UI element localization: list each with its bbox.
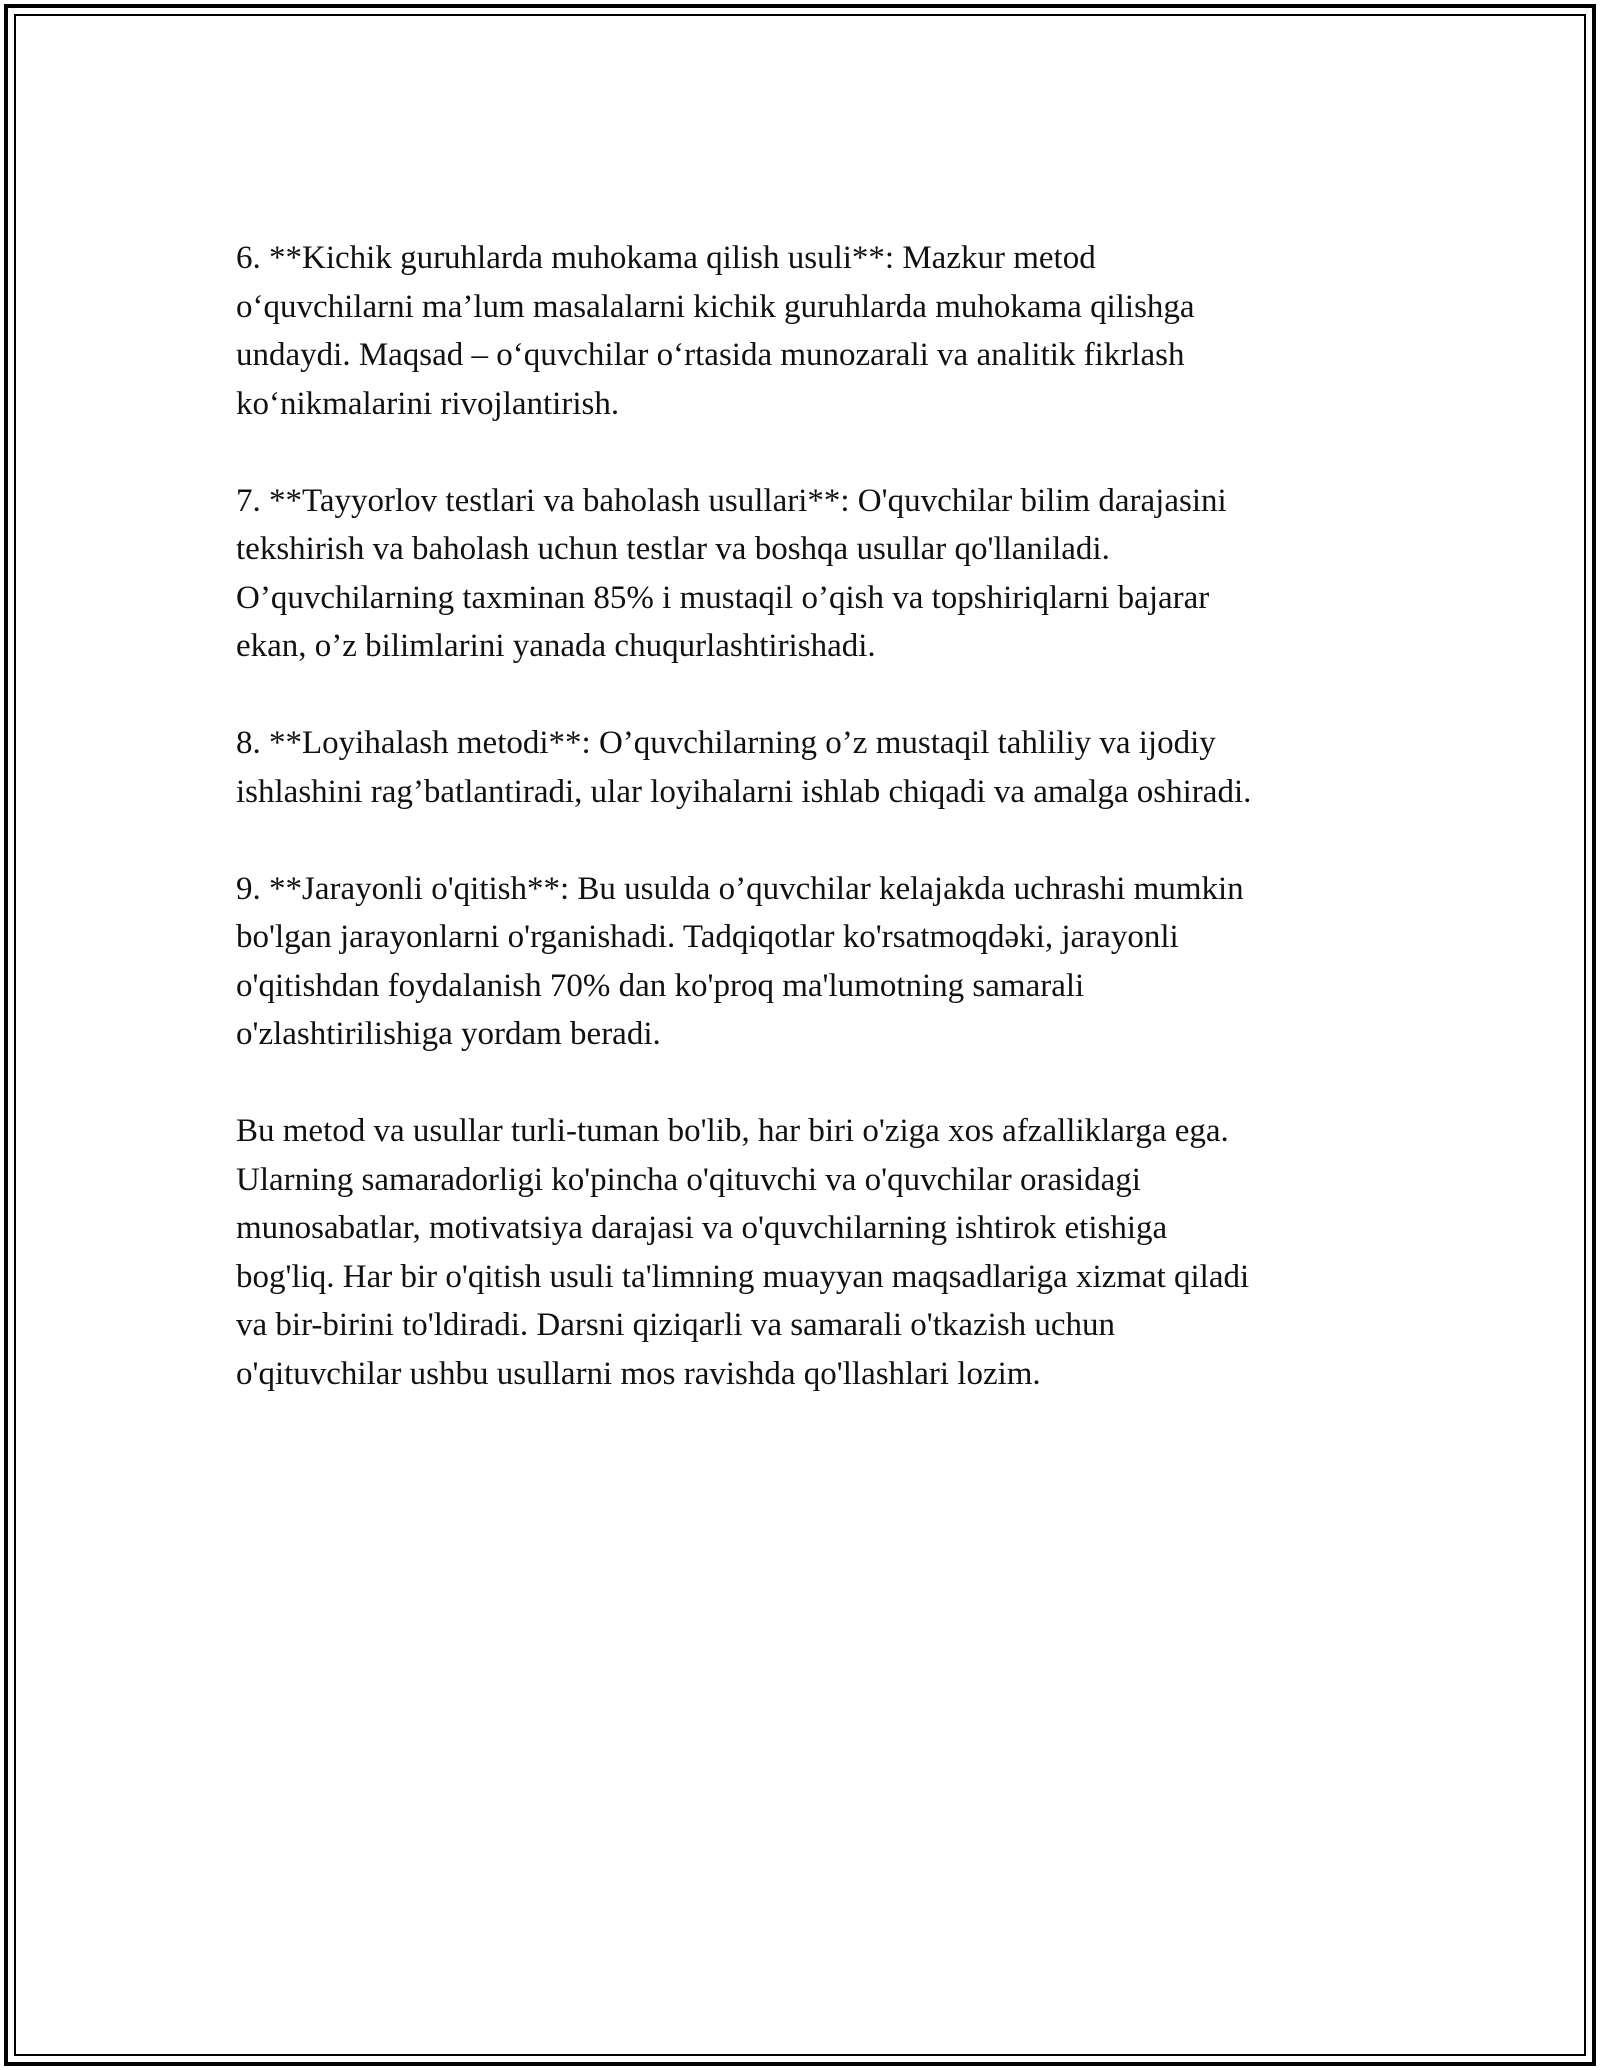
paragraph-method-7: 7. **Tayyorlov testlari va baholash usullari**: O'quvchilar bilim darajasini tekshirish va baholash uchun testlar va boshqa usullar qo'llaniladi. O’quvchilarning taxminan 85% i mustaqil o’qish va topshiriqlarni bajarar ekan, o’z bilimlarini yanada chuqurlashtirishadi. — [236, 482, 1227, 664]
paragraph-method-6: 6. **Kichik guruhlarda muhokama qilish usuli**: Mazkur metod o‘quvchilarni ma’lum masalalarni kichik guruhlarda muhokama qilishga undaydi. Maqsad – o‘quvchilar o‘rtasida munozarali va analitik fikrlash ko‘nikmalarini rivojlantirish. — [236, 240, 1195, 422]
paragraph-method-9: 9. **Jarayonli o'qitish**: Bu usulda o’quvchilar kelajakda uchrashi mumkin bo'lgan jarayonlarni o'rganishadi. Tadqiqotlar ko'rsatmoqdəki, jarayonli o'qitishdan foydalanish 70% dan ko'proq ma'lumotning samarali o'zlashtirilishiga yordam beradi. — [236, 870, 1244, 1052]
document-body — [236, 234, 1396, 1447]
paragraph-method-8: 8. **Loyihalash metodi**: O’quvchilarning o’z mustaqil tahliliy va ijodiy ishlashini rag’batlantiradi, ular loyihalarni ishlab chiqadi va amalga oshiradi. — [236, 725, 1252, 810]
paragraph-conclusion: Bu metod va usullar turli-tuman bo'lib, har biri o'ziga xos afzalliklarga ega. Ularning samaradorligi ko'pincha o'qituvchi va o'quvchilar orasidagi munosabatlar, motivatsiya darajasi va o'quvchilarning ishtirok etishiga bog'liq. Har bir o'qitish usuli ta'limning muayyan maqsadlariga xizmat qiladi va bir-birini to'ldiradi. Darsni qiziqarli va samarali o'tkazish uchun o'qituvchilar ushbu usullarni mos ravishda qo'llashlari lozim. — [236, 1113, 1250, 1392]
